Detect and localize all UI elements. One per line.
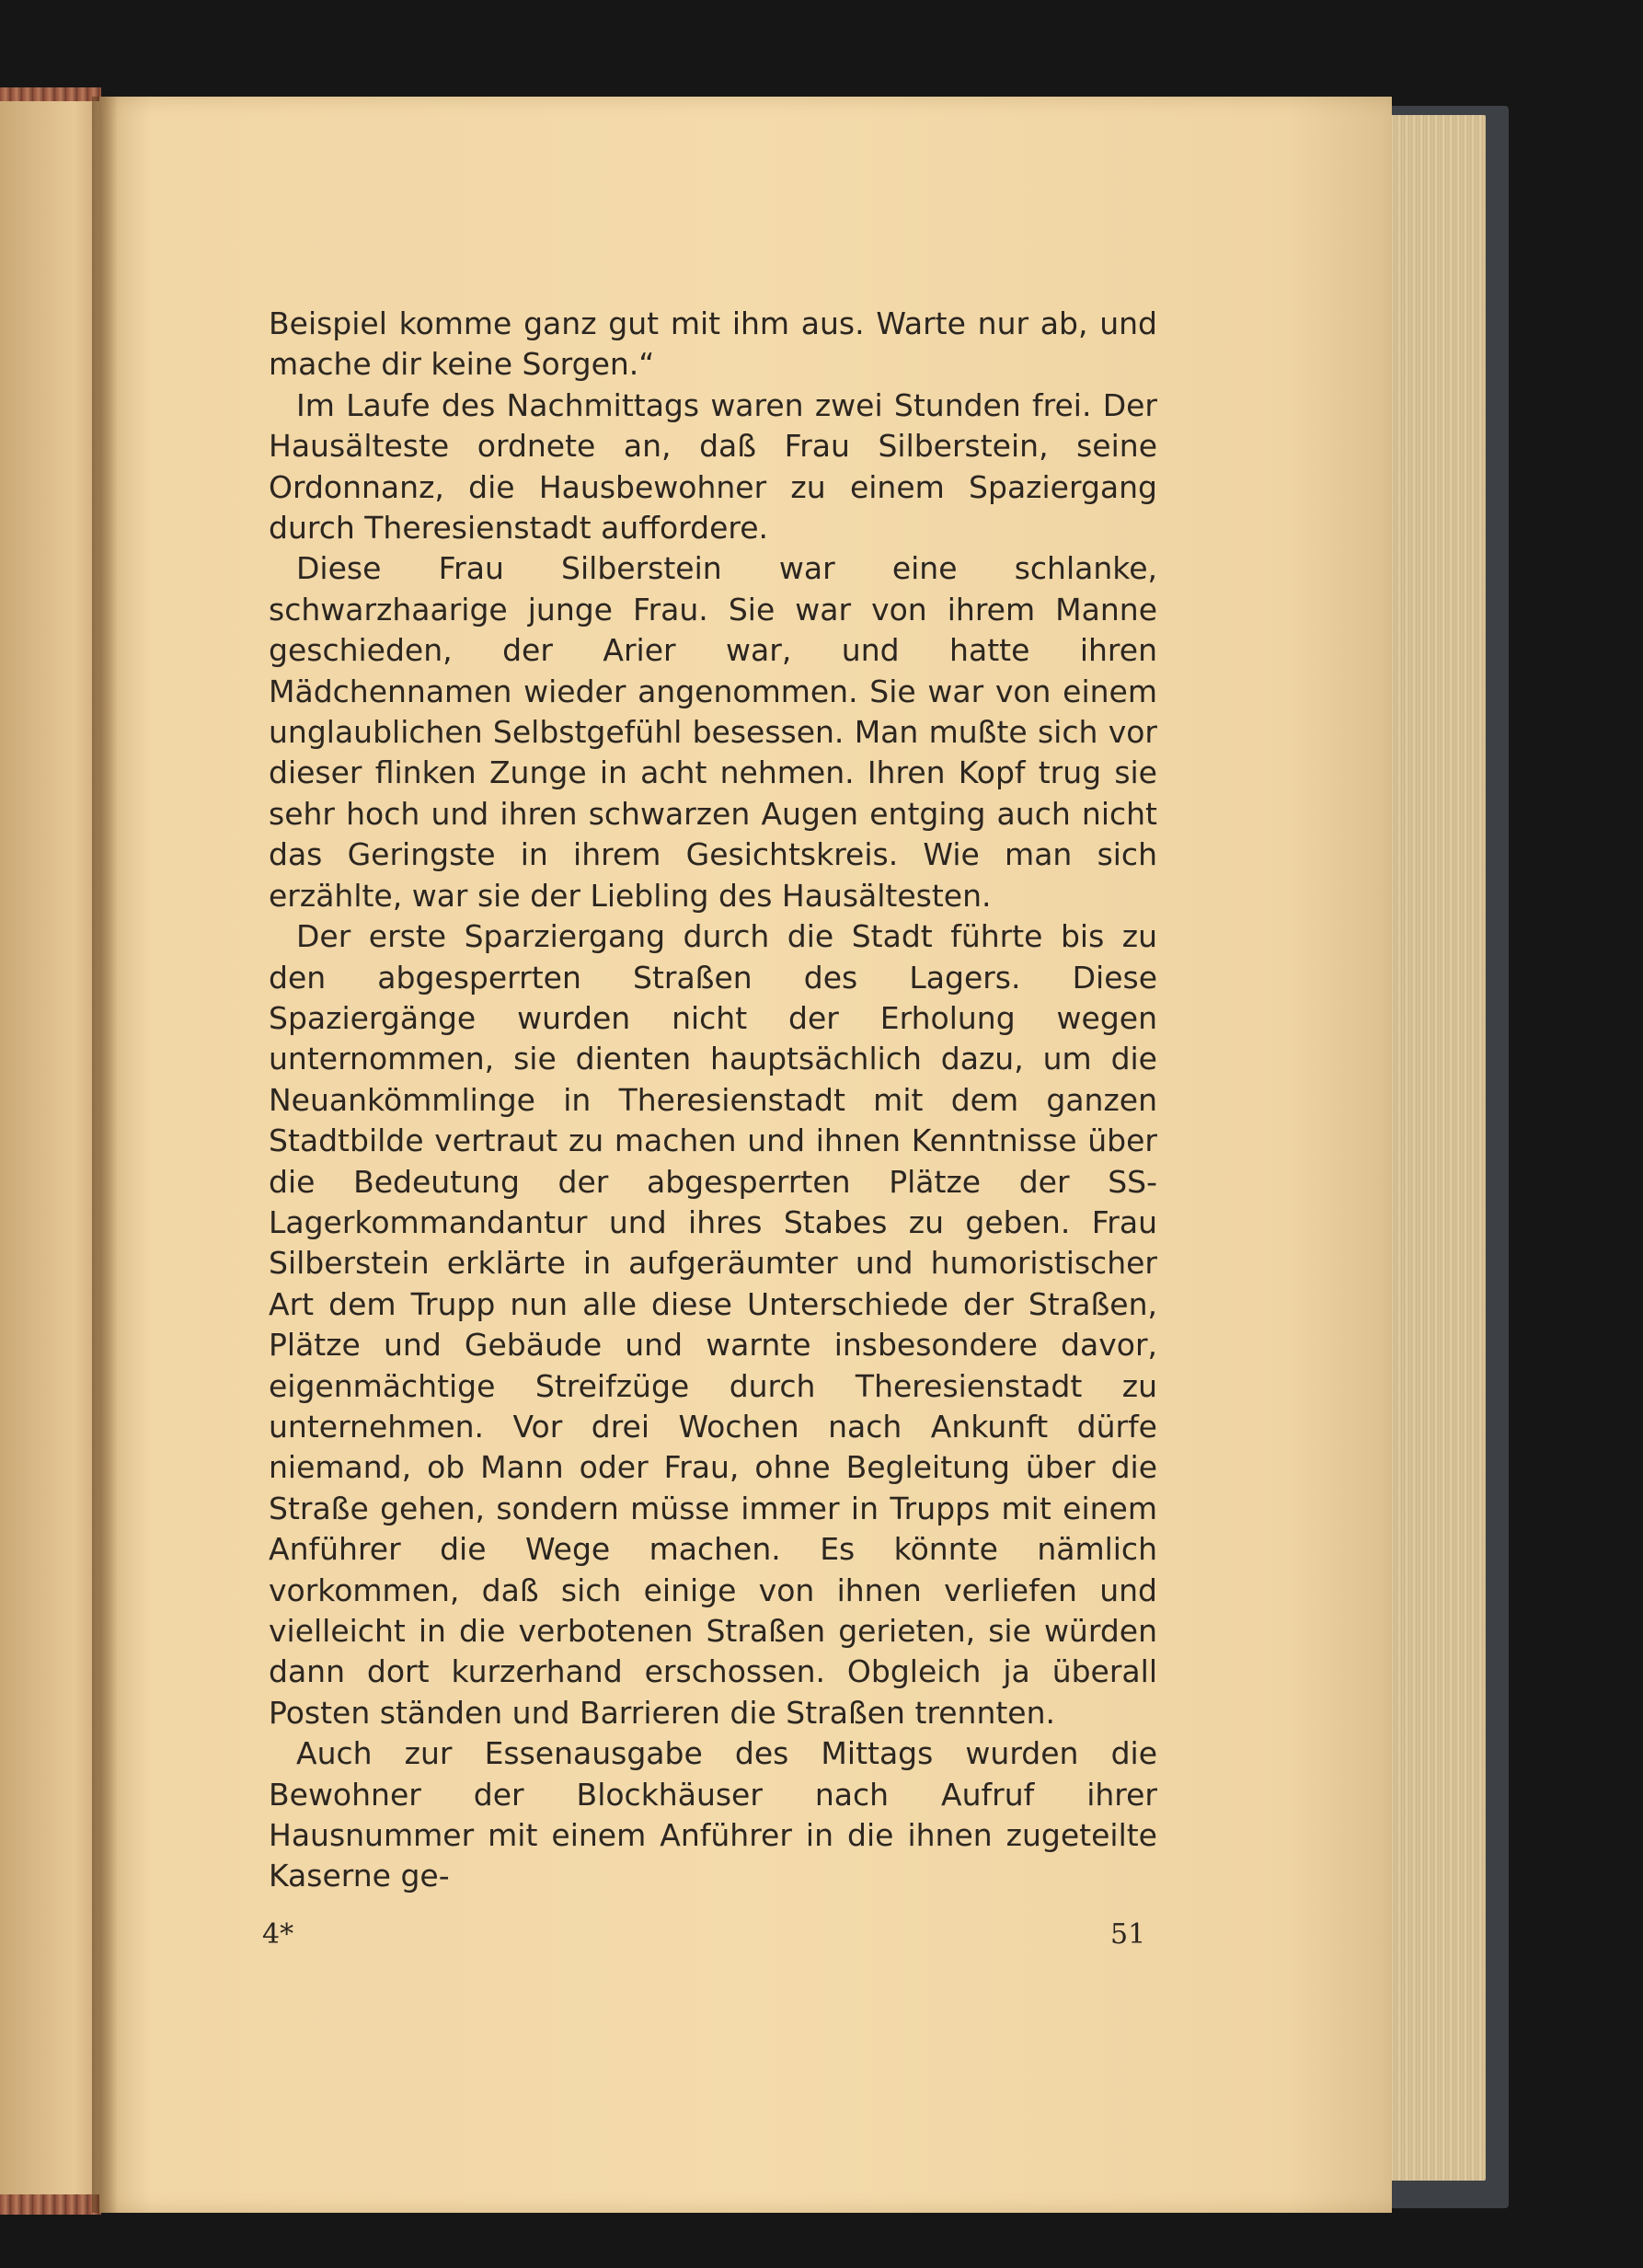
page-block-edges xyxy=(1380,115,1486,2181)
body-text xyxy=(269,304,1157,1897)
signature-mark: 4* xyxy=(262,1918,294,1951)
gutter-shadow xyxy=(92,97,118,2213)
previous-page xyxy=(0,101,106,2208)
paragraph-1: Beispiel komme ganz gut mit ihm aus. Warte nur ab, und mache dir keine Sorgen.“ xyxy=(269,305,1157,383)
page-number: 51 xyxy=(1110,1918,1146,1951)
paragraph-2: Im Laufe des Nachmittags waren zwei Stunden frei. Der Hausälteste ordnete an, daß Frau Silberstein, seine Ordonnanz, die Hausbewohner zu einem Spaziergang durch Theresienstadt auffordere. xyxy=(269,386,1157,547)
paragraph-4: Der erste Sparziergang durch die Stadt führte bis zu den abgesperrten Straßen des Lagers. Diese Spaziergänge wurden nicht der Erholung wegen unternommen, sie dienten hauptsächlich dazu, um die Neuankömmlinge in Theresienstadt mit dem ganzen Stadtbilde vertraut zu machen und ihnen Kenntnisse über die Bedeutung der abgesperrten Plätze der SS-Lagerkommandantur und ihres Stabes zu geben. Frau Silberstein erklärte in aufgeräumter und humoristischer Art dem Trupp nun alle diese Unterschiede der Straßen, Plätze und Gebäude und warnte insbesondere davor, eigenmächtige Streifzüge durch Theresienstadt zu unternehmen. Vor drei Wochen nach Ankunft dürfe niemand, ob Mann oder Frau, ohne Begleitung über die Straße gehen, sondern müsse immer in Trupps mit einem Anführer die Wege machen. Es könnte nämlich vorkommen, daß sich einige von ihnen verliefen und vielleicht in die verbotenen Straßen gerieten, sie würden dann dort kurzerhand erschossen. Obgleich ja überall Posten ständen und Barrieren die Straßen trennten. xyxy=(269,918,1157,1731)
binding-band-bottom xyxy=(0,2194,101,2215)
paragraph-5: Auch zur Essenausgabe des Mittags wurden die Bewohner der Blockhäuser nach Aufruf ihrer Hausnummer mit einem Anführer in die ihnen zugeteilte Kaserne ge- xyxy=(269,1735,1157,1894)
paragraph-3: Diese Frau Silberstein war eine schlanke, schwarzhaarige junge Frau. Sie war von ihrem Manne geschieden, der Arier war, und hatte ihren Mädchennamen wieder angenommen. Sie war von einem unglaublichen Selbstgefühl besessen. Man mußte sich vor dieser flinken Zunge in acht nehmen. Ihren Kopf trug sie sehr hoch und ihren schwarzen Augen entging auch nicht das Geringste in ihrem Gesichtskreis. Wie man sich erzählte, war sie der Liebling des Hausältesten. xyxy=(269,550,1157,914)
